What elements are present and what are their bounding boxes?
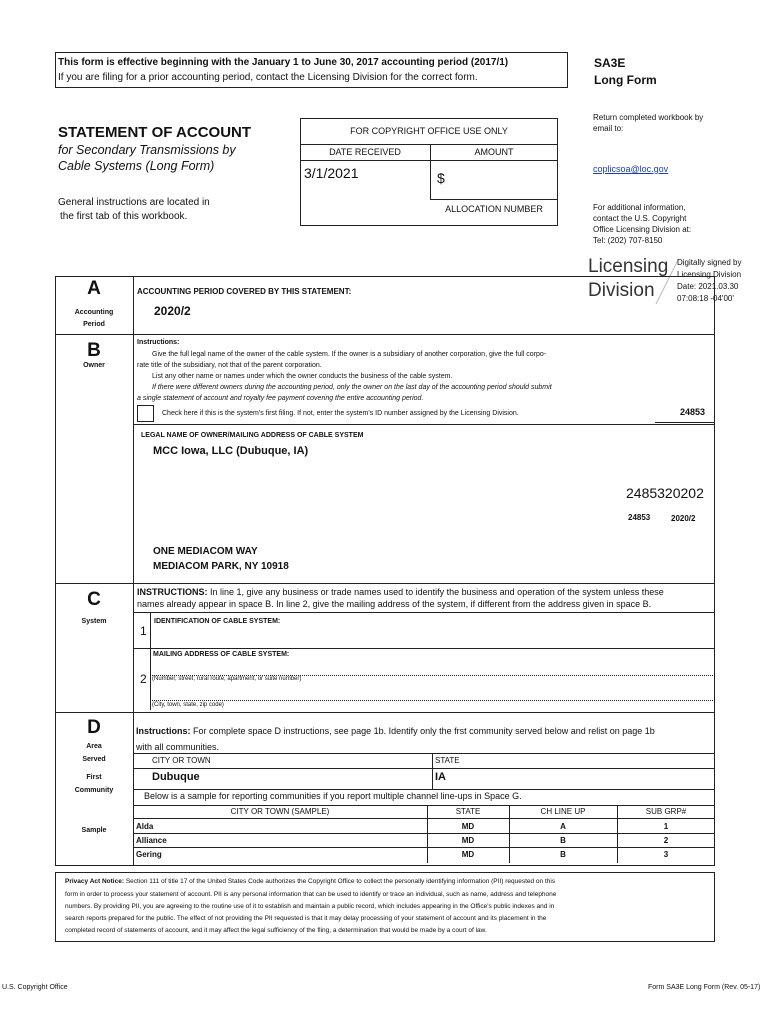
space-c-instr-1 — [137, 587, 664, 597]
info-line-4: Tel: (202) 707-8150 — [593, 236, 663, 245]
first-filing-checkbox[interactable] — [137, 405, 154, 422]
email-link[interactable]: coplicsoa@loc.gov — [593, 164, 669, 174]
privacy-line-1-text: Section 111 of title 17 of the United States Code authorizes the Copyright Office to collect the personally identifying information (PII) requested on this — [124, 878, 556, 885]
notice-line-1: This form is effective beginning with the January 1 to June 30, 2017 accounting period (2017/1) — [58, 57, 509, 68]
code-period-value: 2020/2 — [671, 514, 696, 523]
space-a-label-2: Period — [83, 321, 105, 328]
identification-label: IDENTIFICATION OF CABLE SYSTEM: — [154, 618, 281, 625]
line-2-number: 2 — [140, 672, 147, 686]
sample-row-3-state: MD — [461, 850, 475, 859]
privacy-line-3: numbers. By providing PII, you are agreeing to the routine use of it to establish and maintain a public record, which includes appearing in the Office's public indexes and in — [65, 903, 555, 910]
privacy-line-1 — [65, 878, 555, 885]
general-instructions-2: the first tab of this workbook. — [60, 211, 188, 222]
sample-row-1-city: Alda — [136, 822, 154, 831]
sample-header-subgrp: SUB GRP# — [645, 807, 687, 816]
privacy-line-5: completed record of statements of account, and it may affect the legal sufficiency of the fling, a determination that would be made by a court of law. — [65, 927, 487, 934]
space-d-instr-2: with all communities. — [136, 742, 220, 752]
space-b-letter: B — [87, 340, 101, 361]
page-title: STATEMENT OF ACCOUNT — [58, 124, 252, 141]
space-a-label-1: Accounting — [74, 309, 114, 316]
space-c-letter: C — [87, 589, 101, 610]
space-b-instr-3: List any other name or names under which the owner conducts the business of the cable system. — [152, 373, 453, 380]
form-name: Long Form — [594, 73, 657, 87]
space-c-instr-text: In line 1, give any business or trade names used to identify the business and operation of the system unless these — [207, 587, 664, 597]
info-line-2: contact the U.S. Copyright — [593, 214, 687, 223]
space-d-instr-bold: Instructions: — [136, 726, 191, 736]
digital-sign-2: Licensing Division — [677, 270, 742, 279]
digital-sign-1: Digitally signed by — [677, 258, 742, 267]
footer-right: Form SA3E Long Form (Rev. 05-17) — [648, 984, 761, 991]
date-received-value: 3/1/2021 — [304, 165, 359, 181]
office-use-header: FOR COPYRIGHT OFFICE USE ONLY — [350, 126, 508, 136]
footer-left: U.S. Copyright Office — [2, 984, 68, 991]
sample-row-2-city: Alliance — [136, 836, 167, 845]
notice-line-2: If you are filing for a prior accounting period, contact the Licensing Division for the correct form. — [58, 72, 478, 83]
sample-table — [133, 805, 715, 863]
system-id-value[interactable]: 24853 — [680, 407, 706, 417]
space-b-instr-2: rate title of the subsidiary, not that of the parent corporation. — [137, 362, 322, 369]
amount-label: AMOUNT — [474, 147, 514, 157]
subtitle-line-1: for Secondary Transmissions by — [58, 143, 236, 157]
state-label: STATE — [435, 756, 460, 765]
sample-row-2-sub: 2 — [663, 836, 669, 845]
first-community-state[interactable]: IA — [435, 771, 446, 783]
first-community-city[interactable]: Dubuque — [152, 771, 200, 783]
info-line-3: Office Licensing Division at: — [593, 225, 692, 234]
space-c-instr-bold: INSTRUCTIONS: — [137, 587, 208, 597]
sample-row-2-ch: B — [560, 836, 566, 845]
space-d-letter: D — [87, 717, 101, 738]
space-d-label-community: Community — [74, 787, 114, 794]
allocation-number-label: ALLOCATION NUMBER — [445, 204, 543, 214]
form-code: SA3E — [594, 56, 626, 70]
street-field[interactable] — [150, 660, 715, 682]
space-c-instr-2: names already appear in space B. In line 2, give the mailing address of the system, if different from the address given in space B. — [137, 599, 652, 609]
city-hint: (City, town, state, zip code) — [152, 702, 224, 708]
city-or-town-label: CITY OR TOWN — [152, 756, 211, 765]
sample-row-1-ch: A — [560, 822, 566, 831]
mailing-address-label: MAILING ADDRESS OF CABLE SYSTEM: — [153, 651, 290, 658]
privacy-line-2: form in order to process your statement of account. PII is any personal information that can be used to identify or trace an individual, such as name, address and telephone — [65, 891, 557, 898]
sample-row-1-sub: 1 — [663, 822, 669, 831]
legal-name-label: LEGAL NAME OF OWNER/MAILING ADDRESS OF CABLE SYSTEM — [141, 432, 364, 439]
space-d-label-sample: Sample — [81, 827, 107, 834]
sample-note: Below is a sample for reporting communities if you report multiple channel line-ups in Space G. — [144, 791, 522, 801]
owner-address-1[interactable]: ONE MEDIACOM WAY — [153, 546, 258, 557]
owner-address-2[interactable]: MEDIACOM PARK, NY 10918 — [153, 561, 289, 572]
space-d-label-area: Area — [86, 743, 102, 750]
space-c-label: System — [81, 618, 107, 625]
space-a-letter: A — [87, 278, 101, 299]
sample-header-city: CITY OR TOWN (SAMPLE) — [230, 807, 330, 816]
privacy-line-4: search reports prepared for the public. The effect of not providing the PII requested is that it may delay processing of your statement of account and its placement in the — [65, 915, 547, 922]
city-field[interactable] — [150, 684, 715, 704]
sample-row-2-state: MD — [461, 836, 475, 845]
space-b-instr-title: Instructions: — [137, 339, 180, 346]
sample-row-3-city: Gering — [136, 850, 162, 859]
sample-row-3-ch: B — [560, 850, 566, 859]
owner-name-value[interactable]: MCC Iowa, LLC (Dubuque, IA) — [153, 445, 309, 457]
sample-header-chlineup: CH LINE UP — [540, 807, 586, 816]
identification-field[interactable] — [150, 612, 715, 648]
space-a-heading: ACCOUNTING PERIOD COVERED BY THIS STATEMENT: — [137, 287, 352, 296]
system-code-value: 2485320202 — [626, 485, 704, 501]
sample-row-1-state: MD — [461, 822, 475, 831]
street-hint: (Number, street, rural route, apartment, or suite number) — [152, 676, 302, 682]
code-id-value: 24853 — [628, 513, 651, 522]
space-b-label: Owner — [83, 362, 105, 369]
space-b-instr-1: Give the full legal name of the owner of the cable system. If the owner is a subsidiary of another corporation, give the full corpo- — [152, 351, 547, 358]
space-b-instr-5: a single statement of account and royalty fee payment covering the entire accounting period. — [137, 395, 424, 402]
sample-header-state: STATE — [455, 807, 481, 816]
date-received-label: DATE RECEIVED — [329, 147, 401, 157]
space-d-instr-1 — [136, 726, 655, 736]
return-line-2: email to: — [593, 124, 624, 133]
accounting-period-value: 2020/2 — [154, 304, 191, 318]
space-d-label-served: Served — [82, 756, 106, 763]
info-line-1: For additional information, — [593, 203, 686, 212]
signature-name-1: Licensing — [588, 256, 669, 277]
digital-sign-4: 07:08:18 -04'00' — [677, 294, 734, 303]
return-line-1: Return completed workbook by — [593, 113, 704, 122]
signature-name-2: Division — [588, 280, 655, 301]
space-d-instr-text: For complete space D instructions, see page 1b. Identify only the frst community served below and relist on page 1b — [190, 726, 655, 736]
amount-value: $ — [437, 170, 445, 186]
privacy-bold: Privacy Act Notice: — [65, 878, 125, 885]
first-filing-text: Check here if this is the system's first filing. If not, enter the system's ID number assigned by the Licensing Division. — [162, 410, 519, 417]
space-b-instr-4: If there were different owners during the accounting period, only the owner on the last day of the accounting period should submit — [152, 384, 552, 391]
general-instructions-1: General instructions are located in — [58, 197, 210, 208]
digital-sign-3: Date: 2021.03.30 — [677, 282, 739, 291]
space-d-label-first: First — [86, 774, 102, 781]
sample-row-3-sub: 3 — [663, 850, 669, 859]
subtitle-line-2: Cable Systems (Long Form) — [58, 159, 215, 173]
line-1-number: 1 — [140, 624, 147, 638]
